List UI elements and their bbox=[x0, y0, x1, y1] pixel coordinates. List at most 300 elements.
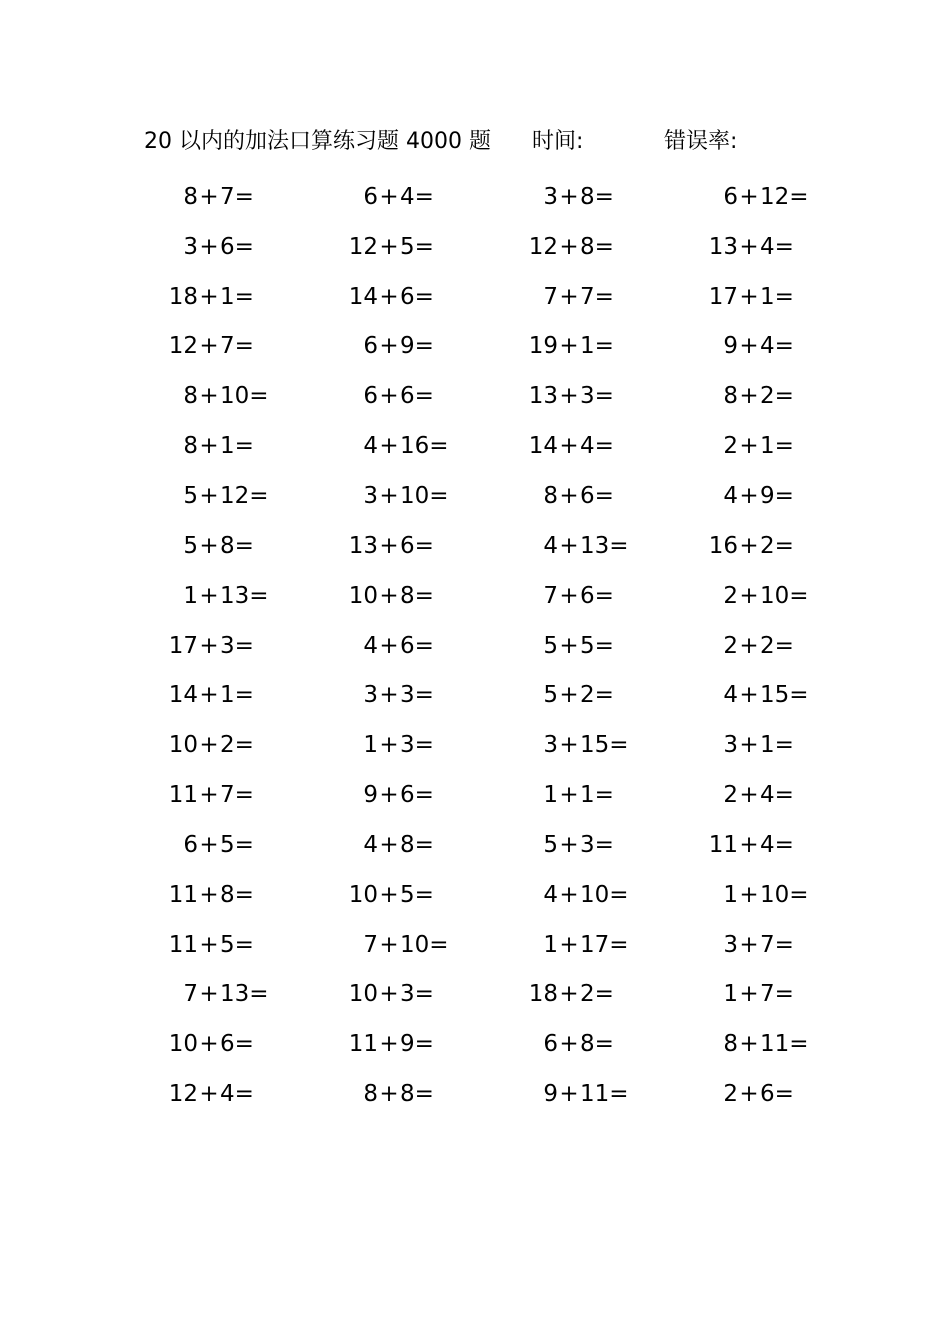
addition-problem bbox=[680, 1031, 860, 1057]
addition-problem bbox=[140, 732, 320, 758]
addend-1: 9 bbox=[543, 1081, 558, 1108]
addend-2: 6 bbox=[400, 632, 415, 659]
plus-sign: + bbox=[379, 233, 399, 260]
problem-row bbox=[140, 172, 820, 222]
addend-1: 6 bbox=[183, 831, 198, 858]
equals-sign: = bbox=[414, 383, 434, 410]
plus-sign: + bbox=[199, 981, 219, 1008]
addend-2: 3 bbox=[400, 981, 415, 1008]
addend-1: 1 bbox=[723, 981, 738, 1008]
addend-2: 12 bbox=[220, 482, 250, 509]
problem-row bbox=[140, 571, 820, 621]
problem-row bbox=[140, 1069, 820, 1119]
equals-sign: = bbox=[774, 632, 794, 659]
problem-row bbox=[140, 970, 820, 1020]
plus-sign: + bbox=[559, 532, 579, 559]
addition-problem bbox=[140, 483, 320, 509]
addend-1: 8 bbox=[723, 383, 738, 410]
addend-1: 3 bbox=[363, 482, 378, 509]
addend-1: 8 bbox=[723, 1031, 738, 1058]
equals-sign: = bbox=[594, 682, 614, 709]
plus-sign: + bbox=[199, 482, 219, 509]
addition-problem bbox=[320, 383, 500, 409]
equals-sign: = bbox=[774, 283, 794, 310]
equals-sign: = bbox=[234, 1081, 254, 1108]
addend-2: 6 bbox=[400, 383, 415, 410]
equals-sign: = bbox=[609, 1081, 629, 1108]
addend-2: 15 bbox=[580, 732, 610, 759]
addend-2: 6 bbox=[400, 283, 415, 310]
equals-sign: = bbox=[234, 682, 254, 709]
addend-1: 9 bbox=[363, 782, 378, 809]
addition-problem bbox=[500, 782, 680, 808]
equals-sign: = bbox=[414, 1081, 434, 1108]
equals-sign: = bbox=[594, 782, 614, 809]
addend-2: 1 bbox=[220, 682, 235, 709]
plus-sign: + bbox=[199, 283, 219, 310]
addend-2: 9 bbox=[400, 333, 415, 360]
addend-1: 18 bbox=[528, 981, 558, 1008]
addition-problem bbox=[140, 1081, 320, 1107]
addition-problem bbox=[320, 633, 500, 659]
addend-1: 6 bbox=[363, 383, 378, 410]
addend-2: 7 bbox=[760, 981, 775, 1008]
addend-2: 9 bbox=[760, 482, 775, 509]
addition-problem bbox=[500, 682, 680, 708]
addend-2: 4 bbox=[580, 433, 595, 460]
equals-sign: = bbox=[774, 931, 794, 958]
equals-sign: = bbox=[789, 183, 809, 210]
equals-sign: = bbox=[234, 532, 254, 559]
plus-sign: + bbox=[739, 1081, 759, 1108]
addition-problem bbox=[320, 184, 500, 210]
equals-sign: = bbox=[249, 981, 269, 1008]
plus-sign: + bbox=[559, 283, 579, 310]
addend-1: 12 bbox=[168, 333, 198, 360]
addend-2: 11 bbox=[760, 1031, 790, 1058]
equals-sign: = bbox=[234, 183, 254, 210]
addend-1: 10 bbox=[348, 981, 378, 1008]
problem-row bbox=[140, 670, 820, 720]
addend-2: 1 bbox=[760, 433, 775, 460]
addend-2: 13 bbox=[220, 981, 250, 1008]
addend-1: 2 bbox=[723, 632, 738, 659]
addend-2: 6 bbox=[220, 1031, 235, 1058]
plus-sign: + bbox=[739, 183, 759, 210]
plus-sign: + bbox=[199, 333, 219, 360]
addend-1: 4 bbox=[363, 632, 378, 659]
addend-2: 10 bbox=[400, 931, 430, 958]
addend-1: 13 bbox=[528, 383, 558, 410]
addend-2: 6 bbox=[400, 782, 415, 809]
equals-sign: = bbox=[789, 1031, 809, 1058]
equals-sign: = bbox=[249, 383, 269, 410]
addend-2: 2 bbox=[760, 532, 775, 559]
equals-sign: = bbox=[789, 682, 809, 709]
equals-sign: = bbox=[609, 732, 629, 759]
problem-row bbox=[140, 720, 820, 770]
addition-problem bbox=[140, 333, 320, 359]
equals-sign: = bbox=[414, 981, 434, 1008]
addition-problem bbox=[140, 932, 320, 958]
addend-2: 17 bbox=[580, 931, 610, 958]
addition-problem bbox=[320, 782, 500, 808]
addend-2: 8 bbox=[220, 881, 235, 908]
plus-sign: + bbox=[379, 1081, 399, 1108]
addend-1: 11 bbox=[168, 782, 198, 809]
addend-1: 8 bbox=[543, 482, 558, 509]
problem-row bbox=[140, 820, 820, 870]
plus-sign: + bbox=[559, 333, 579, 360]
worksheet-title: 20 以内的加法口算练习题 4000 题 bbox=[144, 129, 491, 154]
addition-problem bbox=[680, 184, 860, 210]
plus-sign: + bbox=[199, 831, 219, 858]
plus-sign: + bbox=[739, 732, 759, 759]
addend-2: 4 bbox=[760, 333, 775, 360]
equals-sign: = bbox=[609, 532, 629, 559]
addition-problem bbox=[500, 333, 680, 359]
addition-problem bbox=[140, 981, 320, 1007]
addend-1: 4 bbox=[723, 482, 738, 509]
addition-problem bbox=[680, 932, 860, 958]
addend-2: 11 bbox=[580, 1081, 610, 1108]
addend-2: 9 bbox=[400, 1031, 415, 1058]
plus-sign: + bbox=[559, 183, 579, 210]
plus-sign: + bbox=[379, 1031, 399, 1058]
plus-sign: + bbox=[559, 433, 579, 460]
plus-sign: + bbox=[739, 283, 759, 310]
plus-sign: + bbox=[379, 931, 399, 958]
equals-sign: = bbox=[414, 682, 434, 709]
equals-sign: = bbox=[414, 532, 434, 559]
addition-problem bbox=[140, 782, 320, 808]
addend-1: 1 bbox=[543, 782, 558, 809]
addend-1: 10 bbox=[348, 582, 378, 609]
addition-problem bbox=[320, 284, 500, 310]
addend-2: 5 bbox=[220, 831, 235, 858]
addend-2: 6 bbox=[580, 482, 595, 509]
equals-sign: = bbox=[594, 333, 614, 360]
addition-problem bbox=[500, 284, 680, 310]
addend-2: 8 bbox=[220, 532, 235, 559]
addend-2: 2 bbox=[220, 732, 235, 759]
plus-sign: + bbox=[199, 1031, 219, 1058]
plus-sign: + bbox=[199, 632, 219, 659]
equals-sign: = bbox=[249, 482, 269, 509]
equals-sign: = bbox=[414, 333, 434, 360]
addition-problem bbox=[140, 284, 320, 310]
addition-problem bbox=[500, 433, 680, 459]
plus-sign: + bbox=[379, 831, 399, 858]
addition-problem bbox=[500, 832, 680, 858]
addend-2: 10 bbox=[220, 383, 250, 410]
addition-problem bbox=[320, 981, 500, 1007]
plus-sign: + bbox=[739, 383, 759, 410]
addition-problem bbox=[140, 234, 320, 260]
plus-sign: + bbox=[379, 881, 399, 908]
addend-2: 1 bbox=[220, 433, 235, 460]
equals-sign: = bbox=[774, 233, 794, 260]
worksheet-header bbox=[0, 124, 950, 160]
addend-2: 15 bbox=[760, 682, 790, 709]
addend-1: 1 bbox=[363, 732, 378, 759]
addend-1: 13 bbox=[708, 233, 738, 260]
plus-sign: + bbox=[559, 881, 579, 908]
equals-sign: = bbox=[234, 283, 254, 310]
addend-1: 6 bbox=[363, 333, 378, 360]
plus-sign: + bbox=[559, 981, 579, 1008]
equals-sign: = bbox=[234, 632, 254, 659]
addend-2: 1 bbox=[760, 283, 775, 310]
addend-1: 3 bbox=[363, 682, 378, 709]
equals-sign: = bbox=[774, 1081, 794, 1108]
addend-2: 10 bbox=[760, 582, 790, 609]
addend-2: 7 bbox=[760, 931, 775, 958]
addend-1: 9 bbox=[723, 333, 738, 360]
plus-sign: + bbox=[379, 981, 399, 1008]
addition-problem bbox=[140, 383, 320, 409]
addition-problem bbox=[140, 433, 320, 459]
plus-sign: + bbox=[739, 433, 759, 460]
addition-problem bbox=[320, 483, 500, 509]
addend-1: 6 bbox=[543, 1031, 558, 1058]
addend-1: 3 bbox=[723, 931, 738, 958]
error-rate-label: 错误率: bbox=[664, 129, 738, 154]
equals-sign: = bbox=[774, 482, 794, 509]
equals-sign: = bbox=[414, 831, 434, 858]
addend-1: 2 bbox=[723, 582, 738, 609]
addend-2: 12 bbox=[760, 183, 790, 210]
equals-sign: = bbox=[774, 383, 794, 410]
addend-2: 5 bbox=[580, 632, 595, 659]
addend-2: 10 bbox=[580, 881, 610, 908]
addend-1: 8 bbox=[363, 1081, 378, 1108]
addend-2: 4 bbox=[760, 782, 775, 809]
plus-sign: + bbox=[199, 682, 219, 709]
equals-sign: = bbox=[414, 233, 434, 260]
plus-sign: + bbox=[739, 233, 759, 260]
addend-1: 7 bbox=[543, 283, 558, 310]
plus-sign: + bbox=[379, 283, 399, 310]
plus-sign: + bbox=[559, 632, 579, 659]
addend-2: 3 bbox=[580, 383, 595, 410]
addend-1: 1 bbox=[723, 881, 738, 908]
addition-problem bbox=[320, 433, 500, 459]
addend-1: 3 bbox=[543, 183, 558, 210]
addend-1: 8 bbox=[183, 433, 198, 460]
addend-1: 6 bbox=[723, 183, 738, 210]
equals-sign: = bbox=[789, 881, 809, 908]
plus-sign: + bbox=[739, 532, 759, 559]
addend-1: 6 bbox=[363, 183, 378, 210]
addition-problem bbox=[140, 682, 320, 708]
equals-sign: = bbox=[414, 632, 434, 659]
addend-1: 5 bbox=[543, 632, 558, 659]
addend-1: 3 bbox=[723, 732, 738, 759]
addition-problem bbox=[500, 383, 680, 409]
equals-sign: = bbox=[414, 1031, 434, 1058]
addend-2: 8 bbox=[580, 233, 595, 260]
equals-sign: = bbox=[414, 881, 434, 908]
addend-1: 10 bbox=[168, 1031, 198, 1058]
problem-row bbox=[140, 521, 820, 571]
addition-problem bbox=[680, 533, 860, 559]
addend-1: 7 bbox=[543, 582, 558, 609]
addend-1: 8 bbox=[183, 383, 198, 410]
plus-sign: + bbox=[739, 682, 759, 709]
plus-sign: + bbox=[199, 383, 219, 410]
addition-problem bbox=[500, 583, 680, 609]
addition-problem bbox=[680, 234, 860, 260]
addend-1: 3 bbox=[543, 732, 558, 759]
addend-2: 1 bbox=[220, 283, 235, 310]
plus-sign: + bbox=[559, 682, 579, 709]
plus-sign: + bbox=[739, 981, 759, 1008]
plus-sign: + bbox=[739, 931, 759, 958]
addend-2: 6 bbox=[760, 1081, 775, 1108]
plus-sign: + bbox=[559, 383, 579, 410]
equals-sign: = bbox=[594, 632, 614, 659]
addend-1: 5 bbox=[543, 682, 558, 709]
addition-problem bbox=[140, 832, 320, 858]
plus-sign: + bbox=[739, 333, 759, 360]
equals-sign: = bbox=[774, 433, 794, 460]
problem-row bbox=[140, 222, 820, 272]
plus-sign: + bbox=[199, 233, 219, 260]
addition-problem bbox=[680, 433, 860, 459]
addend-1: 11 bbox=[708, 831, 738, 858]
addend-1: 14 bbox=[528, 433, 558, 460]
addition-problem bbox=[140, 633, 320, 659]
plus-sign: + bbox=[559, 233, 579, 260]
equals-sign: = bbox=[594, 233, 614, 260]
plus-sign: + bbox=[559, 1081, 579, 1108]
addend-1: 3 bbox=[183, 233, 198, 260]
plus-sign: + bbox=[379, 333, 399, 360]
addend-1: 8 bbox=[183, 183, 198, 210]
equals-sign: = bbox=[774, 782, 794, 809]
addition-problem bbox=[500, 234, 680, 260]
addend-2: 3 bbox=[580, 831, 595, 858]
equals-sign: = bbox=[594, 1031, 614, 1058]
addend-2: 7 bbox=[220, 183, 235, 210]
addend-1: 7 bbox=[363, 931, 378, 958]
plus-sign: + bbox=[379, 682, 399, 709]
equals-sign: = bbox=[609, 931, 629, 958]
addition-problem bbox=[680, 333, 860, 359]
addition-problem bbox=[320, 333, 500, 359]
addition-problem bbox=[500, 483, 680, 509]
addition-problem bbox=[680, 682, 860, 708]
addend-1: 10 bbox=[348, 881, 378, 908]
equals-sign: = bbox=[234, 881, 254, 908]
equals-sign: = bbox=[594, 981, 614, 1008]
addition-problem bbox=[680, 981, 860, 1007]
addend-2: 4 bbox=[760, 233, 775, 260]
addend-2: 8 bbox=[400, 1081, 415, 1108]
plus-sign: + bbox=[199, 1081, 219, 1108]
plus-sign: + bbox=[739, 831, 759, 858]
plus-sign: + bbox=[739, 632, 759, 659]
addition-problem bbox=[680, 383, 860, 409]
equals-sign: = bbox=[234, 433, 254, 460]
equals-sign: = bbox=[414, 183, 434, 210]
addition-problem bbox=[500, 1031, 680, 1057]
plus-sign: + bbox=[379, 632, 399, 659]
addition-problem bbox=[680, 483, 860, 509]
plus-sign: + bbox=[379, 433, 399, 460]
plus-sign: + bbox=[739, 1031, 759, 1058]
plus-sign: + bbox=[199, 183, 219, 210]
addend-1: 2 bbox=[723, 433, 738, 460]
problem-row bbox=[140, 371, 820, 421]
addition-problem bbox=[680, 732, 860, 758]
addend-2: 8 bbox=[400, 831, 415, 858]
equals-sign: = bbox=[594, 383, 614, 410]
addend-1: 13 bbox=[348, 532, 378, 559]
addend-2: 3 bbox=[220, 632, 235, 659]
plus-sign: + bbox=[379, 582, 399, 609]
addend-2: 5 bbox=[400, 233, 415, 260]
addition-problem bbox=[500, 882, 680, 908]
addition-problem bbox=[500, 1081, 680, 1107]
problem-row bbox=[140, 421, 820, 471]
addend-1: 4 bbox=[363, 831, 378, 858]
addend-2: 4 bbox=[220, 1081, 235, 1108]
addend-1: 11 bbox=[168, 931, 198, 958]
addend-1: 14 bbox=[168, 682, 198, 709]
equals-sign: = bbox=[414, 782, 434, 809]
addend-1: 16 bbox=[708, 532, 738, 559]
equals-sign: = bbox=[234, 333, 254, 360]
plus-sign: + bbox=[199, 433, 219, 460]
addition-problem bbox=[680, 782, 860, 808]
addition-problem bbox=[320, 533, 500, 559]
addition-problem bbox=[680, 832, 860, 858]
plus-sign: + bbox=[379, 532, 399, 559]
addition-problem bbox=[320, 832, 500, 858]
time-label: 时间: bbox=[532, 129, 584, 154]
addition-problem bbox=[680, 633, 860, 659]
addend-1: 19 bbox=[528, 333, 558, 360]
equals-sign: = bbox=[774, 831, 794, 858]
equals-sign: = bbox=[429, 931, 449, 958]
addend-1: 1 bbox=[543, 931, 558, 958]
addend-1: 5 bbox=[543, 831, 558, 858]
addition-problem bbox=[680, 284, 860, 310]
addend-1: 12 bbox=[528, 233, 558, 260]
plus-sign: + bbox=[199, 732, 219, 759]
addition-problem bbox=[680, 583, 860, 609]
addition-problem bbox=[320, 732, 500, 758]
problem-row bbox=[140, 920, 820, 970]
addend-2: 13 bbox=[220, 582, 250, 609]
equals-sign: = bbox=[609, 881, 629, 908]
addition-problem bbox=[140, 882, 320, 908]
addend-2: 2 bbox=[760, 632, 775, 659]
addend-2: 3 bbox=[400, 682, 415, 709]
addend-2: 1 bbox=[760, 732, 775, 759]
equals-sign: = bbox=[234, 931, 254, 958]
equals-sign: = bbox=[414, 582, 434, 609]
equals-sign: = bbox=[594, 183, 614, 210]
equals-sign: = bbox=[234, 831, 254, 858]
addend-2: 1 bbox=[580, 782, 595, 809]
plus-sign: + bbox=[379, 183, 399, 210]
problem-row bbox=[140, 471, 820, 521]
addend-2: 4 bbox=[400, 183, 415, 210]
addend-1: 11 bbox=[348, 1031, 378, 1058]
